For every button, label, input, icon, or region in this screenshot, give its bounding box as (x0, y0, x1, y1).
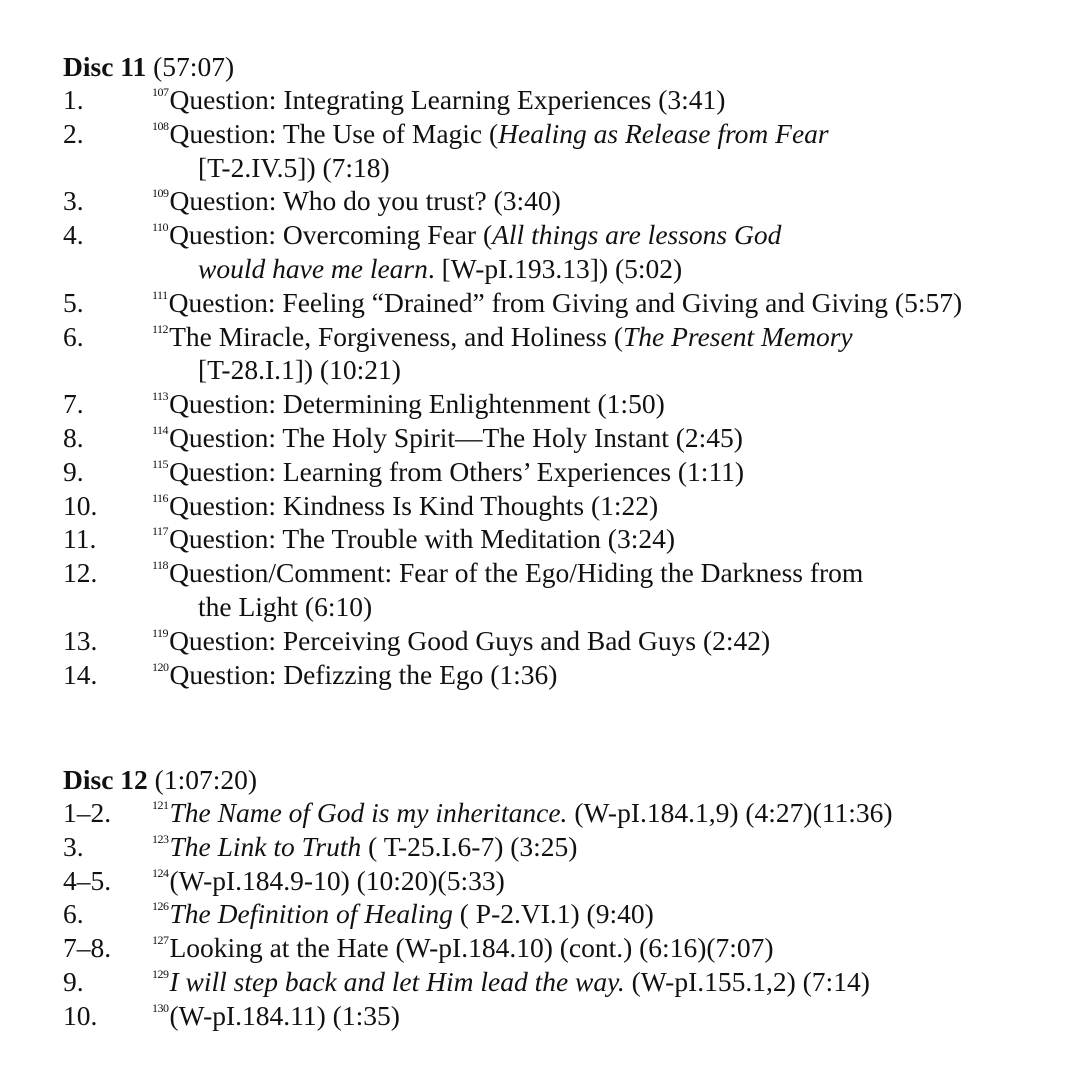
footnote-marker: 127 (152, 933, 169, 948)
track-item (63, 965, 1073, 999)
track-number: 9. (63, 455, 84, 487)
track-item (63, 489, 1073, 523)
track-item (63, 184, 1073, 218)
track-number: 14. (63, 658, 98, 690)
track-number: 10. (63, 999, 98, 1031)
track-number: 4. (63, 219, 84, 251)
track-number: 3. (63, 830, 84, 862)
track-item (63, 796, 1073, 830)
track-title: Question: Feeling “Drained” from Giving and Giving and Giving (5:57) (168, 286, 963, 318)
track-title-italic: The Definition of Healing (169, 898, 453, 930)
track-title: Question: Determining Enlightenment (1:50) (169, 388, 665, 420)
track-number: 2. (63, 117, 84, 149)
footnote-marker: 111 (152, 287, 168, 302)
footnote-marker: 114 (152, 422, 169, 437)
track-title: (W-pI.184.11) (1:35) (169, 999, 400, 1031)
disc-11-label: Disc 11 (63, 51, 147, 82)
track-number: 8. (63, 421, 84, 453)
track-number: 6. (63, 898, 84, 930)
track-number: 6. (63, 320, 84, 352)
track-item (63, 556, 1073, 624)
footnote-marker: 121 (152, 798, 169, 812)
track-title: Question: The Trouble with Meditation (3:24) (169, 523, 675, 555)
track-title: Question: Learning from Others’ Experiences (1:11) (169, 455, 745, 487)
track-title: ( T-25.I.6-7) (3:25) (361, 830, 578, 862)
footnote-marker: 126 (152, 899, 169, 914)
disc-12-section (63, 763, 1073, 1033)
footnote-marker: 117 (152, 524, 169, 539)
track-item (63, 455, 1073, 489)
footnote-marker: 107 (152, 85, 169, 99)
disc-12-duration: (1:07:20) (154, 764, 258, 795)
track-number: 7–8. (63, 932, 112, 964)
track-number: 4–5. (63, 864, 112, 896)
track-item (63, 522, 1073, 556)
footnote-marker: 119 (152, 625, 169, 640)
track-item (63, 658, 1073, 692)
track-title: Question/Comment: Fear of the Ego/Hiding the Darkness from (169, 557, 864, 589)
track-title-continued: [T-2.IV.5]) (7:18) (198, 151, 390, 183)
track-title-italic: All things are lessons God (492, 219, 782, 251)
footnote-marker: 109 (152, 186, 169, 201)
track-item (63, 117, 1073, 185)
track-title-continued: . [W-pI.193.13]) (5:02) (427, 252, 683, 284)
disc-11-duration: (57:07) (153, 51, 235, 82)
disc-12-heading (63, 763, 1073, 796)
track-title: (W-pI.184.1,9) (4:27)(11:36) (567, 797, 893, 828)
track-title-continued: the Light (6:10) (198, 590, 373, 622)
track-number: 10. (63, 489, 98, 521)
track-title: (W-pI.155.1,2) (7:14) (624, 965, 870, 997)
track-number: 7. (63, 388, 84, 420)
footnote-marker: 108 (152, 118, 169, 133)
track-number: 3. (63, 185, 84, 217)
track-item (63, 931, 1073, 965)
track-title: Looking at the Hate (W-pI.184.10) (cont.) (6:16)(7:07) (169, 932, 774, 964)
track-item (63, 320, 1073, 388)
track-item (63, 624, 1073, 658)
track-item (63, 830, 1073, 864)
track-title-continued: [T-28.I.1]) (10:21) (198, 354, 401, 386)
disc-11-heading (63, 50, 1073, 83)
footnote-marker: 123 (152, 831, 169, 846)
footnote-marker: 129 (152, 966, 169, 981)
footnote-marker: 113 (152, 389, 169, 404)
track-item (63, 864, 1073, 898)
track-item (63, 421, 1073, 455)
track-title: Question: The Holy Spirit—The Holy Instant (2:45) (169, 421, 743, 453)
footnote-marker: 120 (152, 659, 169, 674)
track-title: Question: The Use of Magic ( (169, 117, 499, 149)
footnote-marker: 118 (152, 558, 169, 573)
track-item (63, 897, 1073, 931)
track-item (63, 387, 1073, 421)
track-number: 13. (63, 624, 98, 656)
track-item (63, 83, 1073, 117)
track-title-italic: The Name of God is my inheritance. (169, 797, 568, 828)
track-number: 1. (63, 84, 84, 115)
track-title: Question: Overcoming Fear ( (169, 219, 493, 251)
track-title: ( P-2.VI.1) (9:40) (452, 898, 654, 930)
footnote-marker: 124 (152, 865, 169, 880)
footnote-marker: 115 (152, 456, 169, 471)
footnote-marker: 112 (152, 321, 169, 336)
footnote-marker: 110 (152, 220, 169, 235)
track-number: 5. (63, 286, 84, 318)
track-number: 11. (63, 523, 97, 555)
footnote-marker: 130 (152, 1000, 169, 1015)
track-title-italic: I will step back and let Him lead the way. (169, 965, 625, 997)
track-title: Question: Integrating Learning Experiences (3:41) (169, 84, 726, 115)
track-title: The Miracle, Forgiveness, and Holiness ( (169, 320, 623, 352)
track-title: Question: Perceiving Good Guys and Bad Guys (2:42) (169, 624, 771, 656)
track-item (63, 286, 1073, 320)
track-item (63, 999, 1073, 1033)
track-title-italic: Healing as Release from Fear (498, 117, 829, 149)
track-title: Question: Kindness Is Kind Thoughts (1:22) (169, 489, 659, 521)
track-title-italic: The Link to Truth (169, 830, 362, 862)
track-title: (W-pI.184.9-10) (10:20)(5:33) (169, 864, 505, 896)
footnote-marker: 116 (152, 490, 169, 505)
track-title-italic-continued: would have me learn (198, 252, 428, 284)
track-title: Question: Who do you trust? (3:40) (169, 185, 561, 217)
track-number: 1–2. (63, 797, 112, 828)
track-title-italic: The Present Memory (622, 320, 853, 352)
track-title: Question: Defizzing the Ego (1:36) (169, 658, 558, 690)
track-number: 12. (63, 557, 98, 589)
track-number: 9. (63, 965, 84, 997)
disc-12-label: Disc 12 (63, 764, 148, 795)
disc-11-section (63, 50, 1073, 691)
track-item (63, 218, 1073, 286)
